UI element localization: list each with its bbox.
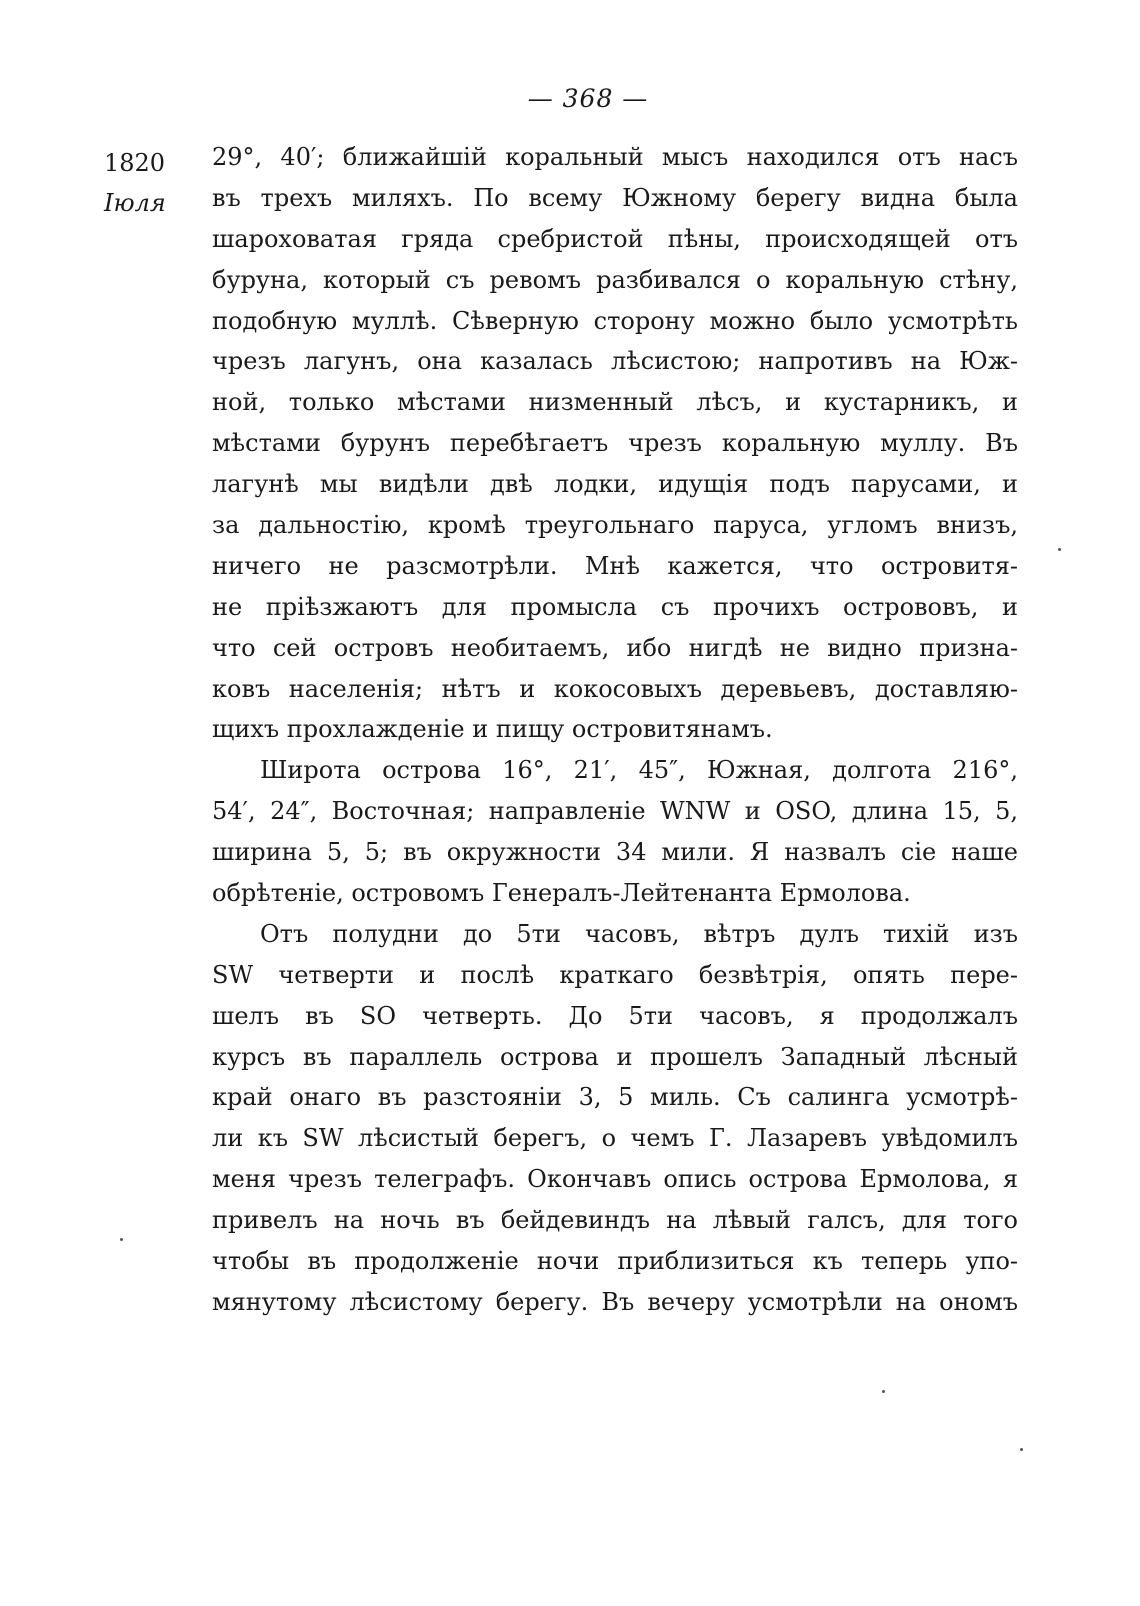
- text-line: край онаго въ разстояніи 3, 5 миль. Съ салинга усмотрѣ-: [212, 1083, 1018, 1112]
- text-line: Широта острова 16°, 21′, 45″, Южная, долгота 216°,: [260, 756, 1018, 785]
- text-line: ной, только мѣстами низменный лѣсъ, и кустарникъ, и: [212, 388, 1018, 417]
- body-text: [212, 137, 1018, 1323]
- text-line: шароховатая гряда сребристой пѣны, происходящей отъ: [212, 224, 1018, 253]
- text-line: ковъ населенія; нѣтъ и кокосовыхъ деревьевъ, доставляю-: [212, 674, 1018, 703]
- text-line: ничего не разсмотрѣли. Мнѣ кажется, что островитя-: [212, 551, 1018, 580]
- text-line: ли къ SW лѣсистый берегъ, о чемъ Г. Лазаревъ увѣдомилъ: [212, 1124, 1018, 1153]
- text-line: мѣстами бурунъ перебѣгаетъ чрезъ коральную муллу. Въ: [212, 429, 1018, 458]
- scan-speck: [1020, 1448, 1023, 1451]
- scan-speck: [882, 1390, 885, 1393]
- page-number: — 368 —: [527, 84, 649, 113]
- text-line: шелъ въ SO четверть. До 5ти часовъ, я продолжалъ: [212, 1001, 1018, 1030]
- text-line: привелъ на ночь въ бейдевиндъ на лѣвый галсъ, для того: [212, 1206, 1018, 1235]
- text-line: въ трехъ миляхъ. По всему Южному берегу видна была: [212, 183, 1018, 212]
- text-line: буруна, который съ ревомъ разбивался о коральную стѣну,: [212, 265, 1018, 294]
- text-line: курсъ въ параллель острова и прошелъ Западный лѣсный: [212, 1042, 1018, 1071]
- margin-month: Іюля: [104, 189, 166, 217]
- text-line: лагунѣ мы видѣли двѣ лодки, идущія подъ парусами, и: [212, 470, 1018, 499]
- text-line: щихъ прохлажденіе и пищу островитянамъ.: [212, 715, 773, 744]
- text-line: Отъ полудни до 5ти часовъ, вѣтръ дулъ тихій изъ: [260, 919, 1018, 948]
- scan-speck: [120, 1238, 123, 1241]
- scan-speck: [1058, 548, 1061, 551]
- text-line: не пріѣзжаютъ для промысла съ прочихъ острововъ, и: [212, 592, 1018, 621]
- text-line: 29°, 40′; ближайшій коральный мысъ находился отъ насъ: [212, 143, 1018, 171]
- text-line: за дальностію, кромѣ треугольнаго паруса, угломъ внизъ,: [212, 511, 1018, 540]
- text-line: мянутому лѣсистому берегу. Въ вечеру усмотрѣли на ономъ: [212, 1287, 1018, 1316]
- text-line: 54′, 24″, Восточная; направленіе WNW и OSO, длина 15, 5,: [212, 797, 1018, 826]
- text-line: обрѣтеніе, островомъ Генералъ-Лейтенанта Ермолова.: [212, 879, 911, 908]
- text-line: чтобы въ продолженіе ночи приблизиться къ теперь упо-: [212, 1247, 1018, 1276]
- text-line: ширина 5, 5; въ окружности 34 мили. Я назвалъ сіе наше: [212, 838, 1018, 867]
- margin-year: 1820: [104, 149, 166, 177]
- text-line: меня чрезъ телеграфъ. Окончавъ опись острова Ермолова, я: [212, 1165, 1018, 1194]
- text-line: что сей островъ необитаемъ, ибо нигдѣ не видно призна-: [212, 633, 1018, 662]
- text-line: чрезъ лагунъ, она казалась лѣсистою; напротивъ на Юж-: [212, 347, 1018, 376]
- text-line: SW четверти и послѣ краткаго безвѣтрія, опять пере-: [212, 960, 1018, 989]
- text-line: подобную муллѣ. Сѣверную сторону можно было усмотрѣть: [212, 306, 1018, 335]
